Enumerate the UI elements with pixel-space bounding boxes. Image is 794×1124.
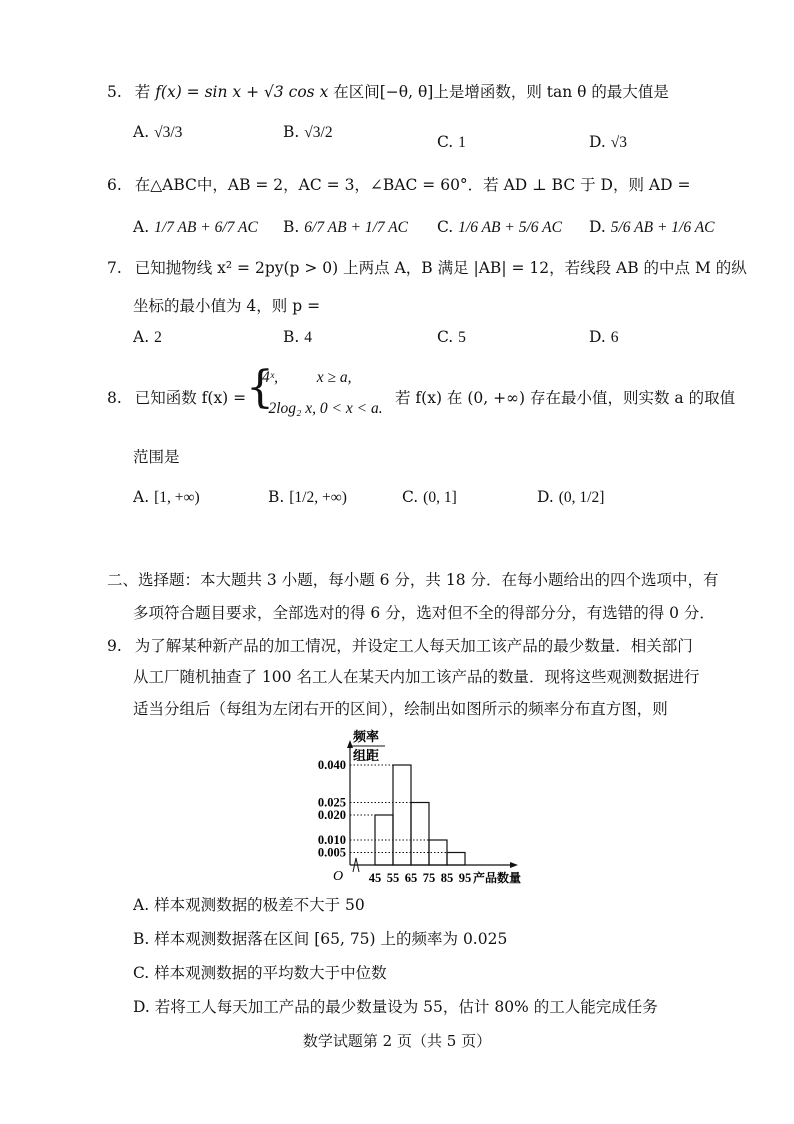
q6-stem [107, 173, 690, 195]
histogram-bar [393, 765, 411, 865]
q8-number: 8. [107, 389, 122, 407]
histogram-bar [375, 815, 393, 865]
q7-text-line1: 已知抛物线 x² = 2py(p > 0) 上两点 A，B 满足 |AB| = 12，若线段 AB 的中点 M 的纵 [134, 259, 747, 277]
q5-option-c[interactable]: C. 1 [437, 133, 466, 151]
q7-option-d-text: 6 [610, 329, 619, 346]
q7-option-a-text: 2 [154, 329, 162, 346]
q5-func: f(x) = sin x + √3 cos x [155, 83, 329, 101]
q8-stem-pre [107, 386, 246, 408]
y-tick-label: 0.040 [317, 758, 346, 772]
q6-number: 6. [107, 176, 122, 194]
q9-stem-line2: 从工厂随机抽查了 100 名工人在某天内加工该产品的数量．现将这些观测数据进行 [133, 668, 700, 686]
q8-option-a-text: [1, +∞) [154, 489, 200, 506]
q5-option-a-text: √3/3 [154, 124, 183, 141]
q9-number: 9. [107, 637, 122, 655]
q8-case1: 4ˣ, x ≥ a, [262, 369, 352, 386]
piecewise-brace: { [246, 362, 274, 413]
q7-option-d[interactable]: D. 6 [589, 328, 619, 346]
q6-option-a[interactable]: A. 1/7 AB + 6/7 AC [133, 218, 258, 236]
q8-post: 若 f(x) 在 (0, +∞) 存在最小值，则实数 a 的取值 [395, 389, 736, 407]
frequency-histogram [295, 725, 555, 890]
q7-option-c-text: 5 [458, 329, 466, 346]
q9-option-b[interactable]: B. 样本观测数据落在区间 [65, 75) 上的频率为 0.025 [133, 930, 508, 948]
q7-stem-line2: 坐标的最小值为 4，则 p = [133, 297, 321, 315]
histogram-bar [411, 803, 429, 866]
q6-option-b-text: 6/7 AB + 1/7 AC [304, 219, 409, 236]
q5-number: 5. [107, 83, 122, 101]
q8-option-b[interactable]: B. [1/2, +∞) [268, 488, 347, 506]
ylabel-bottom: 组距 [353, 748, 380, 763]
q8-option-a[interactable]: A. [1, +∞) [133, 488, 200, 506]
section2-heading-line1: 二、选择题：本大题共 3 小题，每小题 6 分，共 18 分．在每小题给出的四个选项中，有 [107, 571, 719, 589]
q5-tail: tan θ 的最大值是 [546, 83, 669, 101]
q5-option-b[interactable]: B. √3/2 [283, 123, 333, 141]
q5-option-a[interactable]: A. √3/3 [133, 123, 183, 141]
x-tick-label: 55 [386, 871, 400, 885]
page-footer: 数学试题第 2 页（共 5 页） [302, 1032, 492, 1050]
q8-option-d-text: (0, 1/2] [558, 489, 605, 506]
q5-pre: 若 [134, 83, 151, 101]
x-tick-label: 75 [422, 871, 436, 885]
origin-label: O [333, 869, 344, 884]
q9-option-c-text: 样本观测数据的平均数大于中位数 [154, 964, 387, 982]
q8-option-b-text: [1/2, +∞) [289, 489, 347, 506]
q7-option-c[interactable]: C. 5 [437, 328, 466, 346]
q6-option-c[interactable]: C. 1/6 AB + 5/6 AC [437, 218, 562, 236]
q5-option-b-text: √3/2 [304, 124, 333, 141]
q7-stem-line1 [107, 256, 747, 278]
q5-option-c-text: 1 [458, 134, 466, 151]
q6-option-b[interactable]: B. 6/7 AB + 1/7 AC [283, 218, 409, 236]
q6-option-c-text: 1/6 AB + 5/6 AC [458, 219, 562, 236]
ylabel-top: 频率 [353, 729, 380, 744]
q9-stem-line3: 适当分组后（每组为左闭右开的区间），绘制出如图所示的频率分布直方图，则 [133, 700, 668, 718]
q9-option-d-text: 若将工人每天加工产品的最少数量设为 55，估计 80% 的工人能完成任务 [154, 998, 658, 1016]
q8-option-c[interactable]: C. (0, 1] [402, 488, 457, 506]
q9-option-b-text: 样本观测数据落在区间 [65, 75) 上的频率为 0.025 [154, 930, 508, 948]
q7-option-b[interactable]: B. 4 [283, 328, 313, 346]
xlabel: 产品数量 [473, 871, 522, 885]
histogram-bar [447, 853, 465, 866]
q5-option-d-text: √3 [610, 134, 628, 151]
q9-option-a-text: 样本观测数据的极差不大于 50 [154, 896, 365, 914]
q8-stem-line2: 范围是 [133, 448, 180, 466]
q8-case2: −2log₂ x, 0 < x < a. [258, 400, 383, 417]
q7-option-a[interactable]: A. 2 [133, 328, 162, 346]
q9-option-c[interactable]: C. 样本观测数据的平均数大于中位数 [133, 964, 387, 982]
q9-text-line1: 为了解某种新产品的加工情况，并设定工人每天加工该产品的最少数量．相关部门 [134, 637, 693, 655]
q5-mid: 在区间[−θ, θ]上是增函数，则 [333, 83, 542, 101]
q8-pre: 已知函数 f(x) = [134, 389, 247, 407]
x-axis-arrow [510, 862, 518, 868]
q9-option-d[interactable]: D. 若将工人每天加工产品的最少数量设为 55，估计 80% 的工人能完成任务 [133, 998, 658, 1016]
y-tick-label: 0.020 [317, 808, 346, 822]
q8-option-c-text: (0, 1] [423, 489, 457, 506]
q7-option-b-text: 4 [304, 329, 313, 346]
y-tick-label: 0.010 [317, 833, 346, 847]
q7-number: 7. [107, 259, 122, 277]
q5-option-d[interactable]: D. √3 [589, 133, 628, 151]
q6-option-a-text: 1/7 AB + 6/7 AC [154, 219, 258, 236]
q8-option-d[interactable]: D. (0, 1/2] [537, 488, 605, 506]
x-tick-label: 95 [458, 871, 472, 885]
q6-option-d-text: 5/6 AB + 1/6 AC [610, 219, 715, 236]
section2-heading-line2: 多项符合题目要求，全部选对的得 6 分，选对但不全的得部分分，有选错的得 0 分． [133, 604, 715, 622]
q6-text: 在△ABC中，AB = 2，AC = 3，∠BAC = 60°．若 AD ⊥ BC 于 D，则 AD = [134, 176, 691, 194]
x-tick-label: 85 [440, 871, 454, 885]
x-tick-label: 45 [368, 871, 382, 885]
q5-stem [107, 80, 669, 102]
q6-option-d[interactable]: D. 5/6 AB + 1/6 AC [589, 218, 715, 236]
q9-stem-line1 [107, 634, 693, 656]
y-tick-label: 0.005 [317, 845, 346, 860]
q9-option-a[interactable]: A. 样本观测数据的极差不大于 50 [133, 896, 365, 914]
y-tick-label: 0.025 [317, 795, 346, 810]
x-tick-label: 65 [404, 871, 418, 885]
